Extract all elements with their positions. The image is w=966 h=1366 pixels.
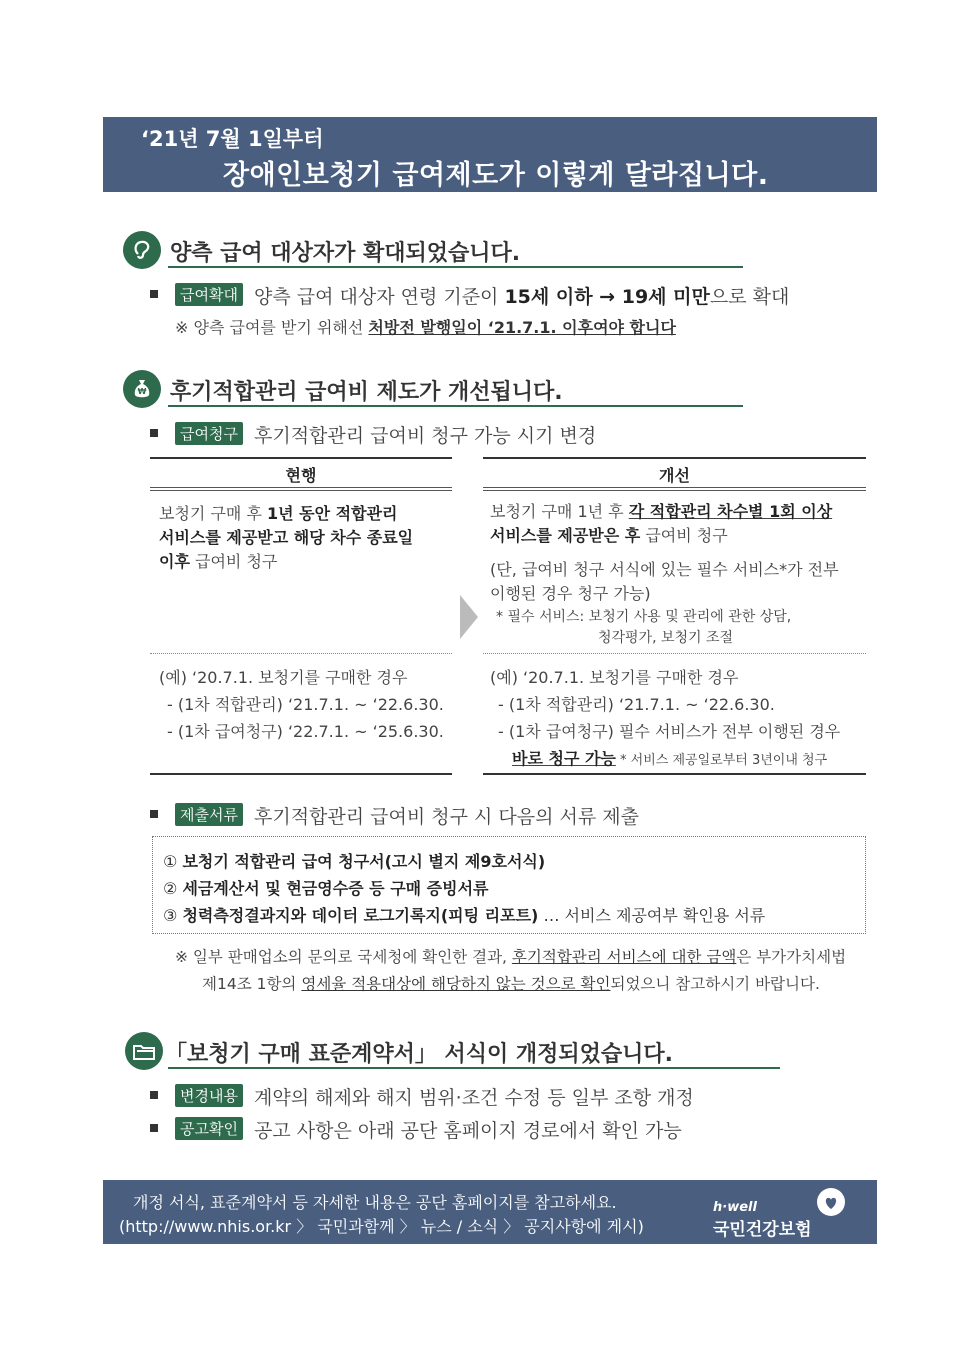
bullet (150, 810, 158, 818)
table-right-star1: * 필수 서비스: 보청기 사용 및 관리에 관한 상담, (496, 609, 792, 625)
table-right-example-2: - (1차 급여청구) 필수 서비스가 전부 이행된 경우 (498, 722, 841, 741)
section1-row (254, 282, 789, 309)
doc-item-1: ① 보청기 적합관리 급여 청구서(고시 별지 제9호서식) (163, 852, 546, 871)
badge-change: 변경내용 (175, 1084, 243, 1107)
section2-row: 후기적합관리 급여비 청구 가능 시기 변경 (254, 425, 597, 447)
section1-text-b: 15세 이하 → 19세 미만 (504, 286, 710, 308)
table-left-body (159, 502, 449, 574)
doc-item-3: ③ 청력측정결과지와 데이터 로그기록지(피팅 리포트) … 서비스 제공여부 확인용 서류 (163, 906, 766, 925)
table-left-topline (150, 457, 452, 459)
table-right-headline (483, 487, 866, 491)
table-right-star2: 청각평가, 보청기 조절 (598, 630, 734, 646)
brand-name: 국민건강보험 (713, 1220, 812, 1240)
brand-logo (713, 1200, 812, 1240)
footer-line1: 개정 서식, 표준계약서 등 자세한 내용은 공단 홈페이지를 참고하세요. (133, 1193, 617, 1212)
table-left-example-title: (예) ‘20.7.1. 보청기를 구매한 경우 (159, 668, 408, 687)
badge-claim: 급여청구 (175, 422, 243, 445)
header-title: 장애인보청기 급여제도가 이렇게 달라집니다. (223, 160, 769, 191)
section3-row1: 계약의 해제와 해지 범위·조건 수정 등 일부 조항 개정 (254, 1087, 694, 1109)
table-right-line4: 이행된 경우 청구 가능) (490, 584, 651, 603)
table-right-divider (483, 653, 866, 654)
ear-icon (123, 231, 161, 269)
table-left-line1: 보청기 구매 후 1년 동안 적합관리 (159, 504, 398, 523)
table-left-line2: 서비스를 제공받고 해당 차수 종료일 (159, 528, 414, 547)
folder-icon (125, 1032, 163, 1070)
footer-banner (103, 1180, 877, 1244)
table-right-topline (483, 457, 866, 459)
table-left-example-2: - (1차 급여청구) ‘22.7.1. ~ ‘25.6.30. (167, 722, 444, 741)
badge-docs: 제출서류 (175, 803, 243, 826)
section1-note-b: 처방전 발행일이 ‘21.7.1. 이후여야 합니다 (368, 318, 676, 337)
table-right-line3: (단, 급여비 청구 서식에 있는 필수 서비스*가 전부 (490, 560, 839, 579)
money-bag-icon (123, 370, 161, 408)
tax-note-line2: 제14조 1항의 영세율 적용대상에 해당하지 않는 것으로 확인되었으니 참고하시기 바랍니다. (202, 975, 820, 993)
table-right-line2: 서비스를 제공받은 후 급여비 청구 (490, 526, 728, 545)
table-left-example-1: - (1차 적합관리) ‘21.7.1. ~ ‘22.6.30. (167, 695, 444, 714)
table-right-bottomline (483, 773, 866, 775)
docs-row: 후기적합관리 급여비 청구 시 다음의 서류 제출 (254, 806, 639, 828)
section1-underline (168, 266, 743, 268)
table-right-example-3: 바로 청구 가능 * 서비스 제공일로부터 3년이내 청구 (512, 749, 828, 768)
section3-title: 「보청기 구매 표준계약서」 서식이 개정되었습니다. (165, 1042, 674, 1067)
table-right-body (490, 500, 865, 648)
table-left-bottomline (150, 773, 452, 775)
section1-title: 양측 급여 대상자가 확대되었습니다. (170, 241, 521, 266)
badge-notice: 공고확인 (175, 1117, 243, 1140)
arrow-right-icon (460, 595, 478, 639)
badge-expand: 급여확대 (175, 283, 243, 306)
table-right-example (490, 664, 865, 774)
table-left-header: 현행 (285, 466, 317, 485)
table-right-line1: 보청기 구매 1년 후 각 적합관리 차수별 1회 이상 (490, 502, 833, 521)
bullet (150, 1091, 158, 1099)
table-left-divider (150, 653, 452, 654)
section1-text-c: 으로 확대 (709, 286, 790, 308)
section1-note-a: ※ 양측 급여를 받기 위해선 (175, 318, 369, 337)
footer-line2: (http://www.nhis.or.kr 〉 국민과함께 〉 뉴스 / 소식 〉 공지사항에 게시) (119, 1217, 644, 1236)
section3-underline (168, 1067, 780, 1069)
table-right-example-1: - (1차 적합관리) ‘21.7.1. ~ ‘22.6.30. (498, 695, 775, 714)
section1-note (175, 315, 676, 338)
table-left-headline (150, 487, 452, 491)
table-right-example-title: (예) ‘20.7.1. 보청기를 구매한 경우 (490, 668, 739, 687)
section2-underline (168, 405, 743, 407)
table-left-example (159, 664, 449, 745)
section1-text-a: 양측 급여 대상자 연령 기준이 (254, 286, 505, 308)
bullet (150, 1124, 158, 1132)
heart-logo-icon (817, 1188, 845, 1216)
docs-box (152, 836, 866, 934)
header-date: ‘21년 7월 1일부터 (141, 127, 324, 151)
section3-row2: 공고 사항은 아래 공단 홈페이지 경로에서 확인 가능 (254, 1120, 682, 1142)
doc-item-2: ② 세금계산서 및 현금영수증 등 구매 증빙서류 (163, 879, 489, 898)
table-right-header: 개선 (659, 466, 690, 485)
section2-title: 후기적합관리 급여비 제도가 개선됩니다. (170, 380, 563, 405)
bullet (150, 429, 158, 437)
bullet (150, 290, 158, 298)
table-left-line3: 이후 급여비 청구 (159, 552, 278, 571)
svg-text:₩: ₩ (137, 387, 147, 396)
brand-small: h·well (713, 1200, 757, 1215)
header-banner (103, 117, 877, 192)
tax-note-line1: ※ 일부 판매업소의 문의로 국세청에 확인한 결과, 후기적합관리 서비스에 대한 금액은 부가가치세법 (175, 948, 847, 966)
